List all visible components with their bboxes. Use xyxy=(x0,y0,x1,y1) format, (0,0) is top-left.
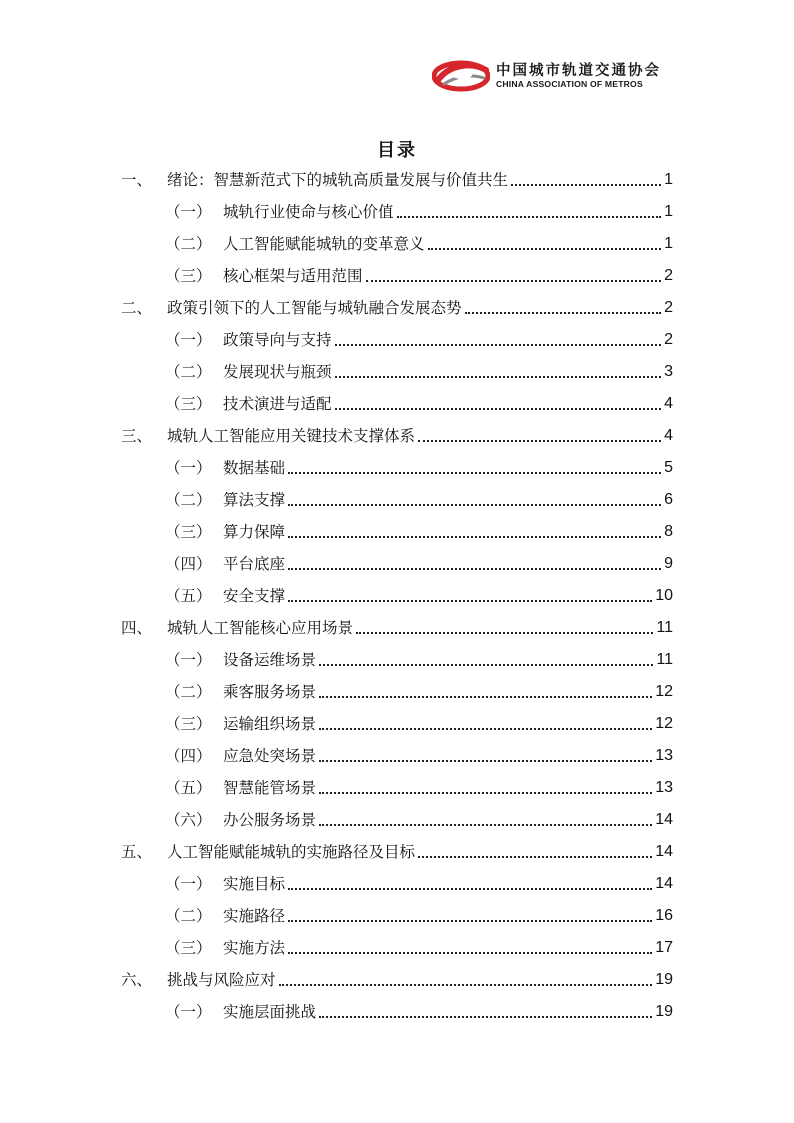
toc-page-number: 6 xyxy=(664,491,673,508)
toc-entry-title: 算法支撑 xyxy=(223,491,286,509)
toc-entry-number: （一） xyxy=(165,1003,212,1021)
toc-section-entry[interactable] xyxy=(165,200,673,224)
toc-page-number: 14 xyxy=(655,843,673,860)
toc-page-number: 12 xyxy=(655,715,673,732)
toc-section-entry[interactable] xyxy=(165,744,673,768)
toc-page-number: 3 xyxy=(664,363,673,380)
toc-chapter-entry[interactable] xyxy=(121,968,673,992)
toc-entry-title: 算力保障 xyxy=(223,523,286,541)
dot-leader xyxy=(397,216,662,218)
toc-section-entry[interactable] xyxy=(165,808,673,832)
toc-chapter-entry[interactable] xyxy=(121,616,673,640)
dot-leader xyxy=(428,248,662,250)
dot-leader xyxy=(418,440,661,442)
dot-leader xyxy=(319,824,652,826)
dot-leader xyxy=(288,888,652,890)
toc-page-number: 17 xyxy=(655,939,673,956)
toc-title: 目录 xyxy=(377,140,417,161)
toc-entry-title: 绪论：智慧新范式下的城轨高质量发展与价值共生 xyxy=(167,171,509,189)
toc-page-number: 2 xyxy=(664,267,673,284)
toc-entry-title: 实施层面挑战 xyxy=(223,1003,317,1021)
toc-page-number: 1 xyxy=(664,171,673,188)
toc-entry-number: （二） xyxy=(165,363,212,381)
toc-page-number: 4 xyxy=(664,427,673,444)
dot-leader xyxy=(418,856,652,858)
logo-english-name: CHINA ASSOCIATION OF METROS xyxy=(496,79,643,89)
toc-entry-number: （三） xyxy=(165,523,212,541)
toc-section-entry[interactable] xyxy=(165,872,673,896)
toc-page-number: 14 xyxy=(655,811,673,828)
toc-page-number: 12 xyxy=(655,683,673,700)
toc-section-entry[interactable] xyxy=(165,584,673,608)
toc-entry-number: （三） xyxy=(165,715,212,733)
toc-entry-number: （六） xyxy=(165,811,212,829)
toc-chapter-entry[interactable] xyxy=(121,424,673,448)
dot-leader xyxy=(279,984,653,986)
toc-entry-title: 核心框架与适用范围 xyxy=(223,267,363,285)
dot-leader xyxy=(319,1016,652,1018)
toc-page-number: 19 xyxy=(655,1003,673,1020)
toc-section-entry[interactable] xyxy=(165,1000,673,1024)
dot-leader xyxy=(465,312,662,314)
dot-leader xyxy=(335,344,662,346)
toc-page-number: 1 xyxy=(664,203,673,220)
toc-chapter-entry[interactable] xyxy=(121,168,673,192)
toc-section-entry[interactable] xyxy=(165,680,673,704)
toc-entry-number: （四） xyxy=(165,555,212,573)
toc-entry-number: 三、 xyxy=(121,427,153,445)
dot-leader xyxy=(288,472,661,474)
toc-entry-title: 办公服务场景 xyxy=(223,811,317,829)
toc-entry-title: 城轨人工智能核心应用场景 xyxy=(167,619,354,637)
toc-entry-title: 平台底座 xyxy=(223,555,286,573)
toc-page-number: 9 xyxy=(664,555,673,572)
dot-leader xyxy=(319,760,652,762)
toc-entry-title: 乘客服务场景 xyxy=(223,683,317,701)
toc-page-number: 11 xyxy=(656,619,673,636)
toc-page-number: 13 xyxy=(655,779,673,796)
toc-entry-title: 政策引领下的人工智能与城轨融合发展态势 xyxy=(167,299,462,317)
dot-leader xyxy=(319,792,652,794)
toc-page-number: 2 xyxy=(664,299,673,316)
toc-page-number: 5 xyxy=(664,459,673,476)
toc-entry-number: （一） xyxy=(165,651,212,669)
toc-section-entry[interactable] xyxy=(165,360,673,384)
toc-entry-title: 安全支撑 xyxy=(223,587,286,605)
toc-entry-number: （二） xyxy=(165,683,212,701)
toc-section-entry[interactable] xyxy=(165,520,673,544)
toc-entry-number: （四） xyxy=(165,747,212,765)
toc-entry-number: （三） xyxy=(165,939,212,957)
toc-section-entry[interactable] xyxy=(165,552,673,576)
toc-page-number: 13 xyxy=(655,747,673,764)
toc-entry-title: 技术演进与适配 xyxy=(223,395,332,413)
dot-leader xyxy=(319,664,653,666)
toc-page-number: 1 xyxy=(664,235,673,252)
toc-section-entry[interactable] xyxy=(165,904,673,928)
dot-leader xyxy=(288,920,652,922)
toc-entry-number: （三） xyxy=(165,267,212,285)
toc-page-number: 14 xyxy=(655,875,673,892)
toc-entry-number: 四、 xyxy=(121,619,153,637)
toc-section-entry[interactable] xyxy=(165,776,673,800)
toc-page-number: 4 xyxy=(664,395,673,412)
toc-entry-title: 挑战与风险应对 xyxy=(167,971,276,989)
dot-leader xyxy=(319,696,652,698)
toc-entry-title: 实施方法 xyxy=(223,939,286,957)
toc-entry-title: 城轨人工智能应用关键技术支撑体系 xyxy=(167,427,416,445)
dot-leader xyxy=(288,952,652,954)
toc-entry-number: 一、 xyxy=(121,171,153,189)
toc-entry-title: 应急处突场景 xyxy=(223,747,317,765)
toc-section-entry[interactable] xyxy=(165,488,673,512)
toc-entry-number: （一） xyxy=(165,875,212,893)
toc-section-entry[interactable] xyxy=(165,264,673,288)
toc-section-entry[interactable] xyxy=(165,232,673,256)
toc-page-number: 2 xyxy=(664,331,673,348)
dot-leader xyxy=(288,568,661,570)
toc-section-entry[interactable] xyxy=(165,648,673,672)
association-logo xyxy=(432,56,682,96)
toc-section-entry[interactable] xyxy=(165,456,673,480)
toc-entry-title: 人工智能赋能城轨的变革意义 xyxy=(223,235,425,253)
dot-leader xyxy=(288,600,652,602)
dot-leader xyxy=(288,504,661,506)
toc-entry-title: 实施目标 xyxy=(223,875,286,893)
toc-section-entry[interactable] xyxy=(165,936,673,960)
toc-entry-number: （一） xyxy=(165,459,212,477)
toc-entry-title: 运输组织场景 xyxy=(223,715,317,733)
dot-leader xyxy=(335,376,662,378)
toc-chapter-entry[interactable] xyxy=(121,296,673,320)
toc-entry-number: 二、 xyxy=(121,299,153,317)
dot-leader xyxy=(366,280,662,282)
dot-leader xyxy=(511,184,661,186)
toc-entry-number: （一） xyxy=(165,331,212,349)
toc-entry-title: 发展现状与瓶颈 xyxy=(223,363,332,381)
toc-entry-title: 政策导向与支持 xyxy=(223,331,332,349)
dot-leader xyxy=(288,536,661,538)
toc-entry-number: （二） xyxy=(165,907,212,925)
dot-leader xyxy=(356,632,653,634)
dot-leader xyxy=(319,728,652,730)
toc-chapter-entry[interactable] xyxy=(121,840,673,864)
toc-section-entry[interactable] xyxy=(165,328,673,352)
toc-entry-number: （二） xyxy=(165,235,212,253)
toc-entry-number: 六、 xyxy=(121,971,153,989)
toc-entry-title: 城轨行业使命与核心价值 xyxy=(223,203,394,221)
toc-entry-number: （二） xyxy=(165,491,212,509)
toc-page-number: 11 xyxy=(656,651,673,668)
toc-section-entry[interactable] xyxy=(165,392,673,416)
metro-logo-icon xyxy=(432,58,490,92)
toc-entry-number: （五） xyxy=(165,779,212,797)
toc-entry-title: 人工智能赋能城轨的实施路径及目标 xyxy=(167,843,416,861)
toc-entry-number: （三） xyxy=(165,395,212,413)
toc-entry-number: 五、 xyxy=(121,843,153,861)
toc-section-entry[interactable] xyxy=(165,712,673,736)
toc-entry-number: （五） xyxy=(165,587,212,605)
toc-entry-title: 实施路径 xyxy=(223,907,286,925)
logo-chinese-name: 中国城市轨道交通协会 xyxy=(496,62,661,79)
toc-entry-title: 智慧能管场景 xyxy=(223,779,317,797)
toc-page-number: 10 xyxy=(655,587,673,604)
toc-entry-title: 设备运维场景 xyxy=(223,651,317,669)
toc-page-number: 16 xyxy=(655,907,673,924)
toc-page-number: 19 xyxy=(655,971,673,988)
toc-page-number: 8 xyxy=(664,523,673,540)
dot-leader xyxy=(335,408,662,410)
toc-entry-number: （一） xyxy=(165,203,212,221)
toc-entry-title: 数据基础 xyxy=(223,459,286,477)
